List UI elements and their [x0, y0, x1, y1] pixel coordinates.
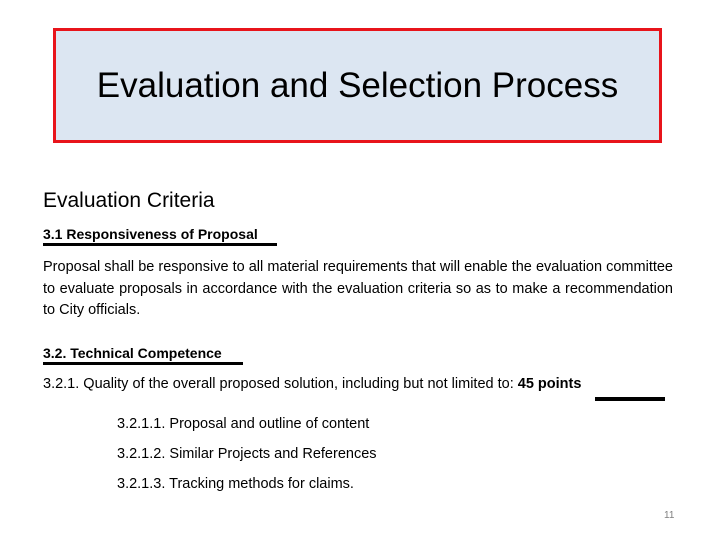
criterion-item [43, 376, 581, 392]
slide-title: Evaluation and Selection Process [96, 65, 619, 105]
criterion-points: 45 points [517, 376, 582, 392]
section-1-underline [43, 243, 277, 246]
sub-item: 3.2.1.2. Similar Projects and References [117, 446, 377, 462]
section-1-body: Proposal shall be responsive to all material requirements that will enable the evaluation committee to evaluate proposals in accordance with the evaluation criteria so as to make a recommendation to City officials. [43, 259, 673, 318]
section-1-title: 3.1 Responsiveness of Proposal [43, 226, 258, 242]
points-underline [595, 397, 665, 401]
sub-item: 3.2.1.3. Tracking methods for claims. [117, 476, 354, 492]
sub-item: 3.2.1.1. Proposal and outline of content [117, 416, 370, 432]
page-number: 11 [664, 510, 675, 521]
section-heading: Evaluation Criteria [43, 189, 215, 212]
section-2-underline [43, 362, 243, 365]
section-2-title: 3.2. Technical Competence [43, 345, 222, 361]
title-box [53, 28, 662, 143]
criterion-item-text: 3.2.1. Quality of the overall proposed solution, including but not limited to: [43, 376, 518, 392]
